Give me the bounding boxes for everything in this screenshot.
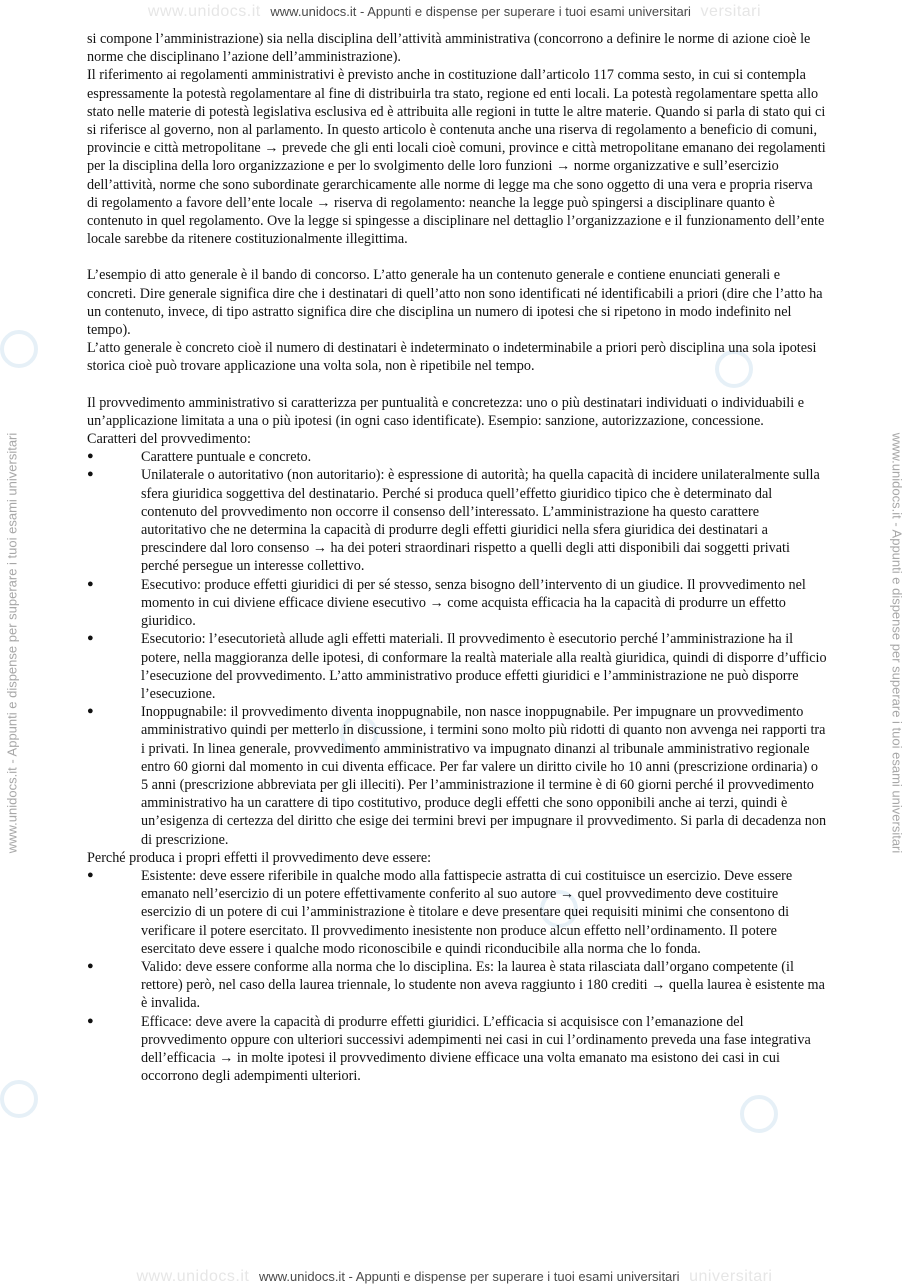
paragraph: Il provvedimento amministrativo si caratterizza per puntualità e concretezza: uno o più destinatari individuati o individuabili e un’applicazione limitata a una o più ipotesi (in ogni caso identificate). Esempio: sanzione, autorizzazione, concessione.	[87, 394, 805, 429]
list-item: ● Unilaterale o autoritativo (non autoritario): è espressione di autorità; ha quella capacità di incidere unilateralmente sulla sfera giuridica soggettiva del destinatario. Perché si produca quell’effetto giuridico tipico che è determinato dal contenuto del provvedimento non occorre il consenso dell’interessato. L’amministrazione ha questo carattere autoritativo che ne determina la capacità di produrre degli effetti giuridici nella sfera giuridica dei destinatari a prescindere dal loro consenso → ha dei poteri straordinari rispetto a quelli degli atti disponibili dai soggetti privati perché persegue un interesse collettivo.	[87, 467, 820, 575]
list-item: ● Esistente: deve essere riferibile in qualche modo alla fattispecie astratta di cui costituisce un esercizio. Deve essere emanato nell’esercizio di un potere effettivamente conferito al suo autore → quel provvedimento deve costituire esercizio di un potere di cui l’amministrazione è titolare e deve presentare quei requisiti minimi che consentono di verificare il potere esercitato. Il provvedimento inesistente non produce alcun effetto nell’ordinamento. Il potere esercitato deve essere i qualche modo riconoscibile e quindi riconducibile alla norma che lo fonda.	[87, 867, 793, 957]
bullet-icon: ●	[87, 450, 94, 463]
header-ghost-left: www.unidocs.it	[147, 3, 261, 20]
footer-ghost-right: universitari	[689, 1268, 773, 1285]
list-item: ● Carattere puntuale e concreto.	[87, 449, 312, 466]
list-item: ● Efficace: deve avere la capacità di produrre effetti giuridici. L’efficacia si acquisisce con l’emanazione del provvedimento oppure con ulteriori successivi adempimenti nei casi in cui l’ordinamento preveda una fase integrativa dell’efficacia → in molte ipotesi il provvedimento diviene efficace una volta emanato ma esistono dei casi in cui occorrono degli adempimenti ulteriori.	[87, 1013, 811, 1085]
caratteri-list	[87, 448, 827, 848]
bullet-icon: ●	[87, 1014, 94, 1027]
footer-ghost-left: www.unidocs.it	[136, 1268, 250, 1285]
paragraph: L’esempio di atto generale è il bando di concorso. L’atto generale ha un contenuto generale e contiene enunciati generali e concreti. Dire generale significa dire che i destinatari di quell’atto non sono identificati né identificabili a priori (dire che l’atto ha un contenuto, invece, di tipo astratto significa dire che disciplina un numero di ipotesi che si ripetono in modo indefinito nel tempo).	[87, 267, 823, 339]
right-side-watermark: www.unidocs.it - Appunti e dispense per superare i tuoi esami universitari	[889, 432, 905, 854]
section-heading: Caratteri del provvedimento:	[87, 431, 251, 448]
footer-banner	[0, 1268, 909, 1286]
bullet-icon: ●	[87, 468, 94, 481]
bullet-icon: ●	[87, 577, 94, 590]
footer-link[interactable]: www.unidocs.it - Appunti e dispense per superare i tuoi esami universitari	[258, 1269, 680, 1284]
header-ghost-right: versitari	[700, 3, 762, 20]
paragraph: L’atto generale è concreto cioè il numero di destinatari è indeterminato o indeterminabile a priori però disciplina una sola ipotesi storica cioè può trovare applicazione una volta sola, non è ripetibile nel tempo.	[87, 340, 817, 375]
bullet-icon: ●	[87, 868, 94, 881]
watermark-logo-icon	[740, 1095, 778, 1133]
left-side-watermark: www.unidocs.it - Appunti e dispense per superare i tuoi esami universitari	[4, 432, 20, 854]
section-heading: Perché produca i propri effetti il provvedimento deve essere:	[87, 849, 432, 866]
paragraph: Il riferimento ai regolamenti amministrativi è previsto anche in costituzione dall’articolo 117 comma sesto, in cui si contempla espressamente la potestà regolamentare al fine di distribuirla tra stato, regione ed enti locali. La potestà regolamentare spetta allo stato nelle materie di potestà legislativa esclusiva ed è attribuita alle regioni in tutte le altre materie. Quando si parla di stato qui ci si riferisce al governo, non al parlamento. In questo articolo è contenuta anche una riserva di regolamento a beneficio di comuni, provincie e città metropolitane → prevede che gli enti locali cioè comuni, province e città metropolitane emanano dei regolamenti per la disciplina della loro organizzazione e per lo svolgimento delle loro funzioni → norme organizzative e sull’esercizio dell’attività, norme che sono subordinate gerarchicamente alle norme di legge ma che sono oggetto di una vera e propria riserva di regolamento a favore dell’ente locale → riserva di regolamento: neanche la legge può spingersi a disciplinare quanto è contenuto in quel regolamento. Ove la legge si spingesse a disciplinare nel dettaglio l’organizzazione e il funzionamento dell’ente locale sarebbe da ritenere costituzionalmente illegittima.	[87, 67, 826, 248]
paragraph: si compone l’amministrazione) sia nella disciplina dell’attività amministrativa (concorrono a definire le norme di azione cioè le norme che disciplinano l’azione dell’amministrazione).	[87, 31, 811, 66]
bullet-icon: ●	[87, 705, 94, 718]
watermark-logo-icon	[0, 330, 38, 368]
requisiti-list	[87, 867, 827, 1085]
list-item: ● Esecutorio: l’esecutorietà allude agli effetti materiali. Il provvedimento è esecutorio perché l’amministrazione ha il potere, nella maggioranza delle ipotesi, di conformare la realtà materiale alla realtà giuridica, quindi di disporre d’ufficio l’esecuzione del provvedimento. L’atto amministrativo produce effetti giuridici e l’amministrazione ne può disporre l’esecuzione.	[87, 631, 827, 702]
document-body	[87, 30, 827, 1085]
list-item: ● Inoppugnabile: il provvedimento diventa inoppugnabile, non nasce inoppugnabile. Per impugnare un provvedimento amministrativo quindi per metterlo in discussione, i termini sono molto più ridotti di quanto non avvenga nei rapporti tra i privati. In linea generale, provvedimento amministrativo va impugnato dinanzi al tribunale amministrativo regionale entro 60 giorni dal momento in cui diventa efficace. Per far valere un diritto civile ho 10 anni (prescrizione ordinaria) o 5 anni (prescrizione abbreviata per gli illeciti). Per l’amministrazione il termine è di 60 giorni perché il provvedimento amministrativo ha un carattere di tipo costitutivo, produce degli effetti che sono opponibili anche ai terzi, quindi è un’esigenza di certezza del diritto che esige dei termini brevi per impugnare il provvedimento. Si parla di decadenza non di prescrizione.	[87, 704, 827, 848]
header-link[interactable]: www.unidocs.it - Appunti e dispense per superare i tuoi esami universitari	[270, 4, 691, 19]
watermark-logo-icon	[0, 1080, 38, 1118]
header-banner	[0, 3, 909, 21]
bullet-icon: ●	[87, 632, 94, 645]
list-item: ● Valido: deve essere conforme alla norma che lo disciplina. Es: la laurea è stata rilasciata dall’organo competente (il rettore) però, nel caso della laurea triennale, lo studente non aveva raggiunto i 180 crediti → quella laurea è esistente ma è invalida.	[87, 958, 825, 1012]
bullet-icon: ●	[87, 959, 94, 972]
list-item: ● Esecutivo: produce effetti giuridici di per sé stesso, senza bisogno dell’intervento di un giudice. Il provvedimento nel momento in cui diviene efficace diviene esecutivo → come acquista efficacia ha la capacità di produrre un effetto giuridico.	[87, 576, 806, 630]
